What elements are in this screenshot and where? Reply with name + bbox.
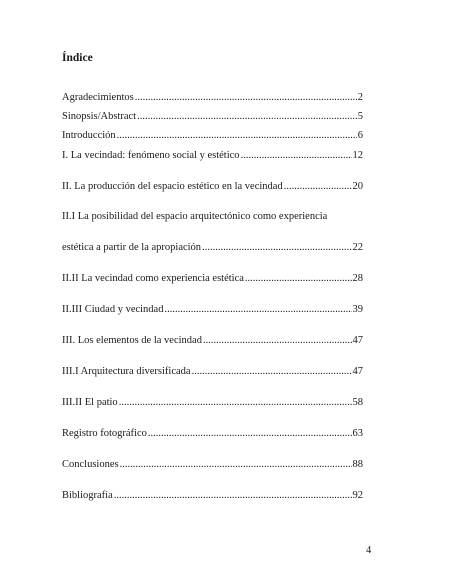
toc-entry-label: III.II El patio — [62, 397, 118, 408]
toc-entry — [62, 149, 363, 162]
toc-entry-page: 63 — [352, 428, 363, 439]
toc-entry-page: 2 — [357, 92, 363, 103]
toc-entry-page: 58 — [352, 397, 363, 408]
toc-dot-leader — [137, 110, 357, 123]
toc-entry — [62, 129, 363, 142]
toc-entry-page: 47 — [352, 335, 363, 346]
toc-dot-leader — [284, 180, 352, 193]
toc-entry — [62, 489, 363, 502]
toc-entry — [62, 272, 363, 285]
toc-dot-leader — [117, 129, 357, 142]
toc-dot-leader — [164, 303, 351, 316]
toc-entry-page: 39 — [352, 304, 363, 315]
toc-entry-label: Conclusiones — [62, 459, 119, 470]
toc-entry — [62, 427, 363, 440]
toc-entry — [62, 303, 363, 316]
toc-dot-leader — [203, 334, 352, 347]
toc-entry-label: estética a partir de la apropiación — [62, 242, 202, 253]
toc-entry-label: Registro fotográfico — [62, 428, 147, 439]
toc-entry-page: 5 — [357, 111, 363, 122]
toc-entry-page: 28 — [352, 273, 363, 284]
toc-entry-label: II.III Ciudad y vecindad — [62, 304, 164, 315]
toc-entry — [62, 334, 363, 347]
toc-dot-leader — [148, 427, 352, 440]
toc-entry-page: 12 — [352, 150, 363, 161]
toc-dot-leader — [120, 458, 352, 471]
toc-entry-label: Sinopsis/Abstract — [62, 111, 137, 122]
toc-entry-page: 47 — [352, 366, 363, 377]
toc-entry-label: II.I La posibilidad del espacio arquitectónico como experiencia — [62, 211, 328, 222]
toc-entry-label: II. La producción del espacio estético en la vecindad — [62, 181, 283, 192]
toc-entry-label: III. Los elementos de la vecindad — [62, 335, 202, 346]
page-number: 4 — [366, 545, 372, 556]
toc-entry — [62, 365, 363, 378]
toc-entry — [62, 110, 363, 123]
toc-entry — [62, 396, 363, 409]
toc-dot-leader — [241, 149, 352, 162]
toc-entry — [62, 180, 363, 193]
toc-entry-label: III.I Arquitectura diversificada — [62, 366, 191, 377]
toc-dot-leader — [202, 241, 351, 254]
toc-entry — [62, 458, 363, 471]
toc-dot-leader — [135, 91, 357, 104]
toc-entry-label: Introducción — [62, 130, 116, 141]
toc-entry-page: 22 — [352, 242, 363, 253]
toc-entry-page: 6 — [357, 130, 363, 141]
toc-dot-leader — [192, 365, 352, 378]
toc-entry — [62, 91, 363, 104]
index-heading: Índice — [62, 52, 93, 64]
toc-dot-leader — [119, 396, 352, 409]
toc-dot-leader — [114, 489, 352, 502]
toc-entry-label: II.II La vecindad como experiencia estética — [62, 273, 244, 284]
toc-entry-label: I. La vecindad: fenómeno social y estético — [62, 150, 240, 161]
toc-entry-label: Bibliografía — [62, 490, 113, 501]
toc-entry-page: 88 — [352, 459, 363, 470]
toc-entry — [62, 241, 363, 254]
toc-entry-page: 20 — [352, 181, 363, 192]
toc-entry-label: Agradecimientos — [62, 92, 134, 103]
toc-entry-page: 92 — [352, 490, 363, 501]
toc-dot-leader — [245, 272, 352, 285]
